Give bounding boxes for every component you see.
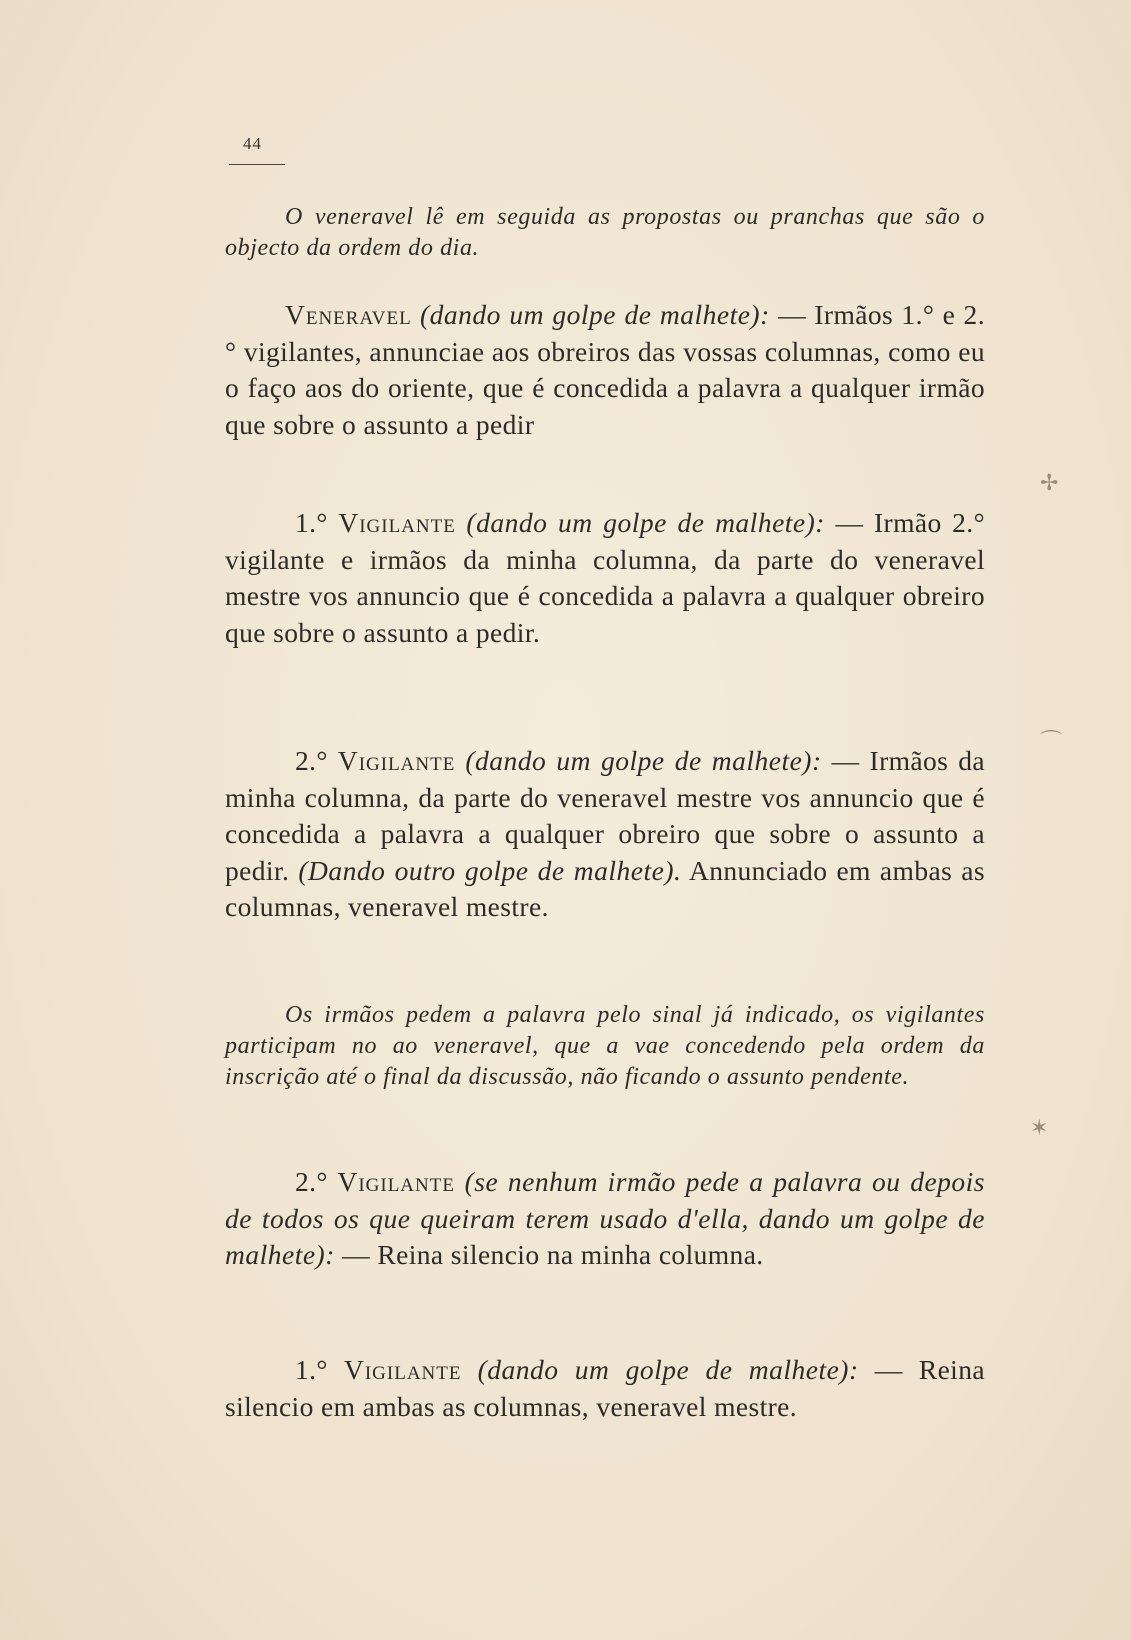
speaker-name: Vigilante: [337, 745, 456, 776]
page-number-rule: [229, 164, 285, 165]
speech-text: Irmãos da minha columna, da parte do veneravel mestre vos annuncio que é concedida a palavra a qualquer obreiro que sobre o assunto a pedir.: [225, 745, 986, 886]
speech-text-2: Annunciado em ambas as columnas, veneravel mestre.: [225, 854, 985, 922]
stage-note-text: O veneravel lê em seguida as propostas ou pranchas que são o objecto da ordem do dia.: [225, 204, 985, 261]
stage-direction: (se nenhum irmão pede a palavra ou depois de todos os que queiram terem usado d'ella, dando um golpe de malhete):: [225, 1166, 985, 1270]
stage-direction: (dando um golpe de malhete):: [477, 1354, 859, 1385]
paper-stain-mark: ✶: [1030, 1115, 1049, 1140]
em-dash: —: [334, 1239, 371, 1270]
speaker-number: 2.°: [295, 1166, 328, 1197]
stage-direction-2: (Dando outro golpe de malhete).: [298, 854, 682, 886]
page-number: 44: [243, 134, 262, 153]
speaker-name: Vigilante: [337, 1166, 455, 1197]
speaker-number: 1.°: [295, 507, 328, 538]
paper-stain-mark: ✢: [1040, 470, 1059, 495]
paragraph-second-vigilante-silence: [225, 1164, 985, 1274]
stage-note-2: [225, 1000, 985, 1093]
speech-text: Reina silencio na minha columna.: [377, 1239, 764, 1270]
paper-stain-mark: ⌒: [1040, 729, 1063, 754]
stage-direction: (dando um golpe de malhete):: [465, 745, 822, 776]
em-dash: —: [769, 299, 806, 330]
speaker-name: Vigilante: [338, 507, 456, 538]
speech-text: Irmãos 1.° e 2.° vigilantes, annunciae aos obreiros das vossas columnas, como eu o faço aos do oriente, que é concedida a palavra a qualquer irmão que sobre o assunto a pedir: [225, 299, 985, 440]
speech-text: Reina silencio em ambas as columnas, veneravel mestre.: [225, 1354, 985, 1422]
em-dash: —: [824, 507, 864, 538]
paragraph-first-vigilante-silence: [225, 1352, 985, 1425]
em-dash: —: [821, 745, 860, 776]
speaker-name: Veneravel: [285, 299, 412, 330]
stage-note-text: Os irmãos pedem a palavra pelo sinal já indicado, os vigilantes participam no ao veneravel, que a vae concedendo pela ordem da inscrição até o final da discussão, não ficando o assunto pendente.: [225, 1002, 985, 1090]
em-dash: —: [858, 1354, 903, 1385]
speaker-number: 1.°: [295, 1354, 328, 1385]
speech-text: Irmão 2.° vigilante e irmãos da minha columna, da parte do veneravel mestre vos annuncio que é concedida a palavra a qualquer obreiro que sobre o assunto a pedir.: [225, 507, 985, 648]
paragraph-veneravel: [225, 297, 985, 443]
speaker-name: Vigilante: [343, 1354, 462, 1385]
paragraph-first-vigilante: [225, 505, 985, 651]
stage-note-1: [225, 202, 985, 264]
speaker-number: 2.°: [295, 745, 328, 776]
stage-direction: (dando um golpe de malhete):: [420, 299, 770, 330]
paragraph-second-vigilante: [225, 743, 985, 926]
stage-direction: (dando um golpe de malhete):: [466, 507, 825, 538]
